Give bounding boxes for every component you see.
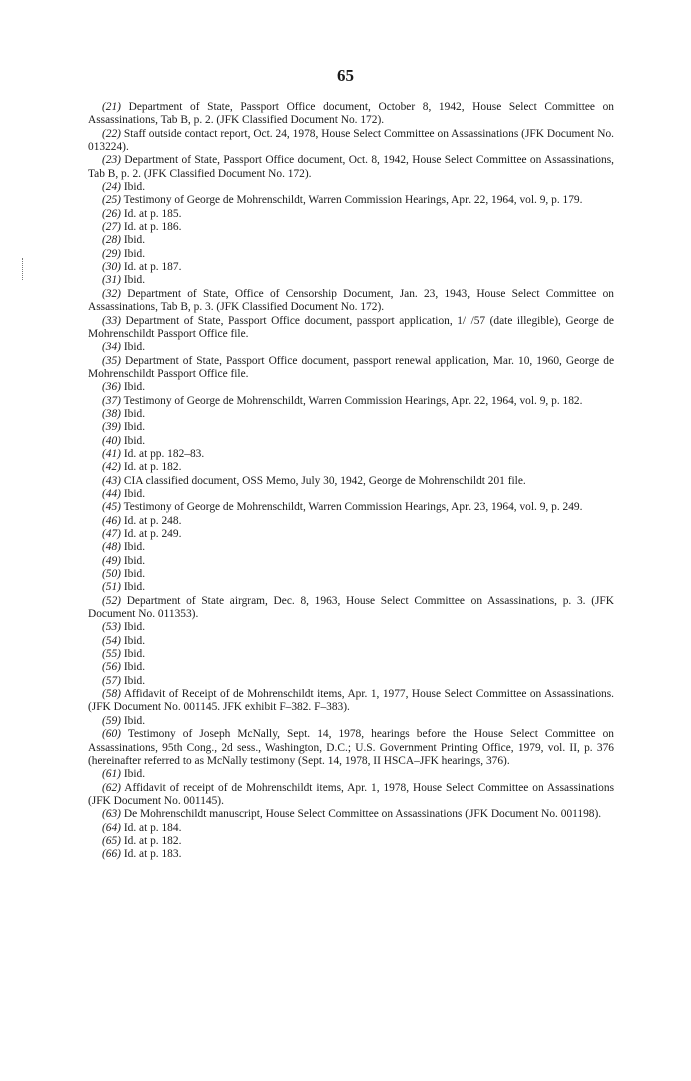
- endnote-text: Id. at p. 248.: [123, 514, 182, 527]
- endnote-number: (33): [102, 314, 121, 327]
- endnote-number: (43): [102, 474, 121, 487]
- endnote: [88, 194, 614, 207]
- endnote-text: Testimony of George de Mohrenschildt, Warren Commission Hearings, Apr. 22, 1964, vol. 9, p. 182.: [123, 394, 583, 407]
- endnote-number: (59): [102, 714, 121, 727]
- endnote-text: Ibid.: [123, 554, 146, 567]
- endnote: [88, 101, 614, 128]
- endnote-number: (64): [102, 821, 121, 834]
- endnote-number: (52): [102, 594, 121, 607]
- endnote: [88, 421, 614, 434]
- endnote-text: Staff outside contact report, Oct. 24, 1978, House Select Committee on Assassinations (JFK Document No. 013224).: [88, 127, 614, 154]
- endnote-text: Department of State, Passport Office document, passport application, 1/ /57 (date illegible), George de Mohrenschildt Passport Office file.: [88, 314, 614, 340]
- endnote: [88, 675, 614, 688]
- endnote: [88, 234, 614, 247]
- endnote-text: Ibid.: [123, 487, 146, 500]
- endnote: [88, 448, 614, 461]
- endnote-number: (45): [102, 501, 121, 514]
- endnote: [88, 248, 614, 261]
- endnote: [88, 568, 614, 581]
- endnote-number: (58): [102, 688, 121, 701]
- endnote-number: (22): [102, 127, 121, 140]
- endnote-number: (29): [102, 247, 121, 260]
- endnote: [88, 515, 614, 528]
- endnote-number: (46): [102, 514, 121, 527]
- endnote-text: Id. at pp. 182–83.: [123, 447, 205, 460]
- endnote: [88, 435, 614, 448]
- endnote: [88, 581, 614, 594]
- endnote-number: (63): [102, 808, 121, 821]
- endnote-text: Id. at p. 182.: [123, 461, 182, 474]
- endnote-text: Testimony of George de Mohrenschildt, Warren Commission Hearings, Apr. 23, 1964, vol. 9, p. 249.: [123, 501, 583, 514]
- endnote-text: Department of State, Office of Censorship Document, Jan. 23, 1943, House Select Committee on Assassinations, Tab B, p. 3. (JFK Classified Document No. 172).: [88, 287, 614, 314]
- endnote-text: Ibid.: [123, 421, 146, 434]
- endnote-text: Department of State, Passport Office document, passport renewal application, Mar. 10, 1960, George de Mohrenschildt Passport Office file.: [88, 354, 614, 380]
- endnote-number: (37): [102, 394, 121, 407]
- endnote: [88, 288, 614, 315]
- endnote-number: (44): [102, 487, 121, 500]
- endnotes-list: [88, 101, 614, 862]
- endnote-number: (54): [102, 634, 121, 647]
- endnote: [88, 261, 614, 274]
- endnote-text: Ibid.: [123, 181, 146, 194]
- endnote-number: (42): [102, 461, 121, 474]
- endnote-text: Testimony of George de Mohrenschildt, Warren Commission Hearings, Apr. 22, 1964, vol. 9, p. 179.: [123, 194, 583, 207]
- endnote-text: Ibid.: [123, 634, 146, 647]
- endnote: [88, 848, 614, 861]
- endnote-text: Ibid.: [123, 674, 146, 687]
- endnote-text: Ibid.: [123, 621, 146, 634]
- endnote-number: (62): [102, 781, 121, 794]
- endnote-number: (41): [102, 447, 121, 460]
- endnote-text: Id. at p. 185.: [123, 207, 182, 220]
- endnote-text: Ibid.: [123, 541, 146, 554]
- endnote-number: (31): [102, 274, 121, 287]
- endnote-text: Id. at p. 249.: [123, 528, 182, 540]
- endnote-text: Id. at p. 187.: [123, 261, 182, 274]
- endnote-text: Testimony of Joseph McNally, Sept. 14, 1978, hearings before the House Select Committee on Assassinations, 95th Cong., 2d sess., Washington, D.C.; U.S. Government Printing Office, 1979, vol. II, p. 376 (hereinafter referred to as McNally testimony (Sept. 14, 1978, II HSCA–JFK hearings, 376).: [88, 728, 614, 767]
- endnote: [88, 128, 614, 155]
- endnote-text: Ibid.: [123, 247, 146, 260]
- endnote-number: (55): [102, 648, 121, 661]
- endnote-text: Affidavit of Receipt of de Mohrenschildt items, Apr. 1, 1977, House Select Committee on Assassinations. (JFK Document No. 001145. JFK exhibit F–382. F–383).: [88, 688, 615, 714]
- endnote: [88, 408, 614, 421]
- endnote-text: Id. at p. 183.: [123, 848, 182, 861]
- endnote-text: Ibid.: [123, 648, 146, 661]
- endnote-text: Ibid.: [123, 714, 146, 727]
- endnote-number: (56): [102, 661, 121, 674]
- endnote-number: (35): [102, 354, 121, 367]
- endnote-text: Ibid.: [123, 381, 146, 394]
- endnote: [88, 595, 614, 622]
- endnote: [88, 501, 614, 514]
- margin-mark: [22, 258, 26, 280]
- endnote: [88, 648, 614, 661]
- endnote-number: (36): [102, 381, 121, 394]
- endnote-number: (49): [102, 554, 121, 567]
- endnote: [88, 381, 614, 394]
- endnote: [88, 355, 614, 382]
- endnote-text: Department of State, Passport Office document, Oct. 8, 1942, House Select Committee on Assassinations, Tab B, p. 2. (JFK Classified Document No. 172).: [88, 154, 614, 180]
- endnote-text: Id. at p. 184.: [123, 821, 182, 834]
- endnote-number: (48): [102, 541, 121, 554]
- endnote-text: Ibid.: [123, 434, 146, 447]
- endnote: [88, 341, 614, 354]
- page-number: 65: [337, 66, 354, 85]
- endnote: [88, 475, 614, 488]
- endnote: [88, 715, 614, 728]
- endnote: [88, 181, 614, 194]
- endnote-number: (39): [102, 421, 121, 434]
- endnote: [88, 208, 614, 221]
- endnote: [88, 661, 614, 674]
- endnote-number: (40): [102, 434, 121, 447]
- endnote: [88, 221, 614, 234]
- endnote-number: (23): [102, 154, 121, 167]
- endnote-text: Department of State airgram, Dec. 8, 1963, House Select Committee on Assassinations, p. 3. (JFK Document No. 011353).: [88, 594, 614, 621]
- endnote-number: (66): [102, 848, 121, 861]
- endnote-text: Ibid.: [123, 568, 146, 581]
- endnote-number: (26): [102, 207, 121, 220]
- endnote-text: Id. at p. 182.: [123, 834, 182, 847]
- endnote: [88, 154, 614, 181]
- endnote: [88, 488, 614, 501]
- endnote-text: CIA classified document, OSS Memo, July 30, 1942, George de Mohrenschildt 201 file.: [123, 474, 526, 487]
- endnote-number: (38): [102, 407, 121, 420]
- endnote-number: (34): [102, 341, 121, 354]
- endnote: [88, 315, 614, 342]
- endnote: [88, 782, 614, 809]
- endnote-number: (28): [102, 234, 121, 247]
- endnote-text: Department of State, Passport Office document, October 8, 1942, House Select Committee on Assassinations, Tab B, p. 2. (JFK Classified Document No. 172).: [88, 101, 614, 127]
- endnote-number: (57): [102, 674, 121, 687]
- endnote: [88, 728, 614, 768]
- endnote-number: (65): [102, 834, 121, 847]
- endnote-number: (61): [102, 768, 121, 781]
- endnote-number: (24): [102, 181, 121, 194]
- endnote-number: (53): [102, 621, 121, 634]
- endnote: [88, 822, 614, 835]
- endnote: [88, 555, 614, 568]
- endnote-text: Ibid.: [123, 234, 146, 247]
- endnote: [88, 461, 614, 474]
- endnote-text: De Mohrenschildt manuscript, House Select Committee on Assassinations (JFK Document No. 001198).: [123, 808, 602, 821]
- endnote-text: Ibid.: [123, 661, 146, 674]
- endnote: [88, 395, 614, 408]
- endnote: [88, 528, 614, 541]
- endnote-text: Ibid.: [123, 768, 146, 781]
- endnote: [88, 835, 614, 848]
- endnote-number: (51): [102, 581, 121, 594]
- endnote-text: Affidavit of receipt of de Mohrenschildt items, Apr. 1, 1978, House Select Committee on Assassinations (JFK Document No. 001145).: [88, 781, 615, 807]
- endnote-number: (27): [102, 221, 121, 234]
- endnote: [88, 768, 614, 781]
- endnote: [88, 808, 614, 821]
- endnote: [88, 621, 614, 634]
- endnote: [88, 635, 614, 648]
- endnote-number: (32): [102, 287, 121, 300]
- endnote-number: (50): [102, 568, 121, 581]
- endnote-text: Ibid.: [123, 581, 146, 594]
- endnote-text: Ibid.: [123, 274, 146, 287]
- endnote-number: (60): [102, 728, 121, 741]
- endnote-number: (25): [102, 194, 121, 207]
- endnote: [88, 541, 614, 554]
- endnote-number: (30): [102, 261, 121, 274]
- endnote: [88, 274, 614, 287]
- endnote-text: Ibid.: [123, 407, 146, 420]
- endnote-number: (21): [102, 101, 121, 113]
- endnote-number: (47): [102, 528, 121, 540]
- endnote: [88, 688, 614, 715]
- endnote-text: Id. at p. 186.: [123, 221, 182, 234]
- endnote-text: Ibid.: [123, 341, 146, 354]
